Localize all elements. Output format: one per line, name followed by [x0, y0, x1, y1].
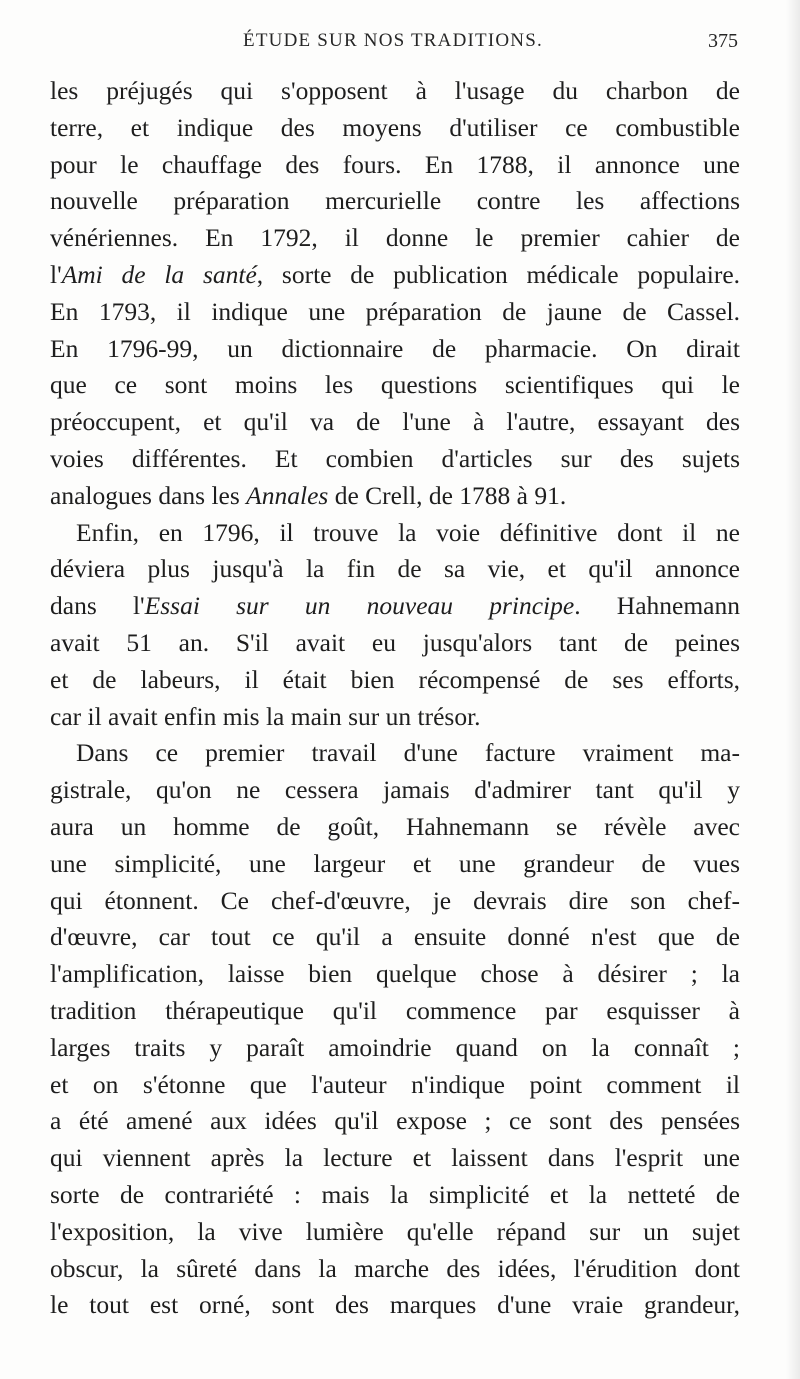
text-segment: de Crell, de 1788 à 91. [328, 480, 567, 510]
page-number: 375 [708, 30, 738, 52]
text-segment: . Hahnemann [574, 591, 740, 621]
text-line: terre, et indique des moyens d'utiliser ce combustible [50, 112, 740, 142]
text-line: les préjugés qui s'opposent à l'usage du charbon de [50, 76, 740, 105]
text-line: sorte de contrariété : mais la simplicité et la netteté de [50, 1179, 740, 1209]
italic-title: Annales [246, 480, 329, 510]
text-line: préoccupent, et qu'il va de l'une à l'autre, essayant des [50, 407, 740, 437]
text-line: En 1793, il indique une préparation de jaune de Cassel. [50, 296, 740, 326]
text-segment: , sorte de publication médicale populaire. [256, 259, 741, 289]
italic-title: Ami de la santé [61, 259, 257, 289]
text-line: vénériennes. En 1792, il donne le premier cahier de [50, 223, 740, 253]
text-line: l'amplification, laisse bien quelque chose à désirer ; la [50, 959, 740, 989]
text-segment: analogues dans les [50, 480, 247, 510]
text-line: a été amené aux idées qu'il expose ; ce sont des pensées [50, 1106, 740, 1136]
text-segment: dans l' [50, 591, 145, 621]
text-line [50, 588, 740, 625]
text-line: le tout est orné, sont des marques d'une vraie grandeur, [50, 1290, 740, 1320]
body-text [50, 73, 740, 1324]
text-line: qui étonnent. Ce chef-d'œuvre, je devrais dire son chef- [50, 885, 740, 915]
running-header [48, 30, 738, 56]
text-line: car il avait enfin mis la main sur un trésor. [50, 701, 481, 731]
text-segment: l' [50, 259, 62, 289]
text-line: obscur, la sûreté dans la marche des idées, l'érudition dont [50, 1253, 740, 1283]
text-line: voies différentes. Et combien d'articles sur des sujets [50, 443, 740, 473]
text-line: pour le chauffage des fours. En 1788, il annonce une [50, 149, 740, 179]
text-line: avait 51 an. S'il avait eu jusqu'alors tant de peines [50, 627, 740, 657]
page-edge-shadow [786, 0, 800, 1379]
text-line: Enfin, en 1796, il trouve la voie définitive dont il ne [76, 517, 740, 547]
paragraph [50, 735, 740, 1324]
text-line: et on s'étonne que l'auteur n'indique point comment il [50, 1069, 740, 1099]
paragraph [50, 73, 740, 515]
text-line: l'exposition, la vive lumière qu'elle répand sur un sujet [50, 1216, 740, 1246]
text-line: gistrale, qu'on ne cessera jamais d'admirer tant qu'il y [50, 775, 740, 805]
text-line: Dans ce premier travail d'une facture vraiment ma- [76, 738, 740, 768]
text-line: une simplicité, une largeur et une grandeur de vues [50, 848, 740, 878]
text-line: tradition thérapeutique qu'il commence par esquisser à [50, 995, 740, 1025]
text-line: aura un homme de goût, Hahnemann se révèle avec [50, 811, 740, 841]
text-line: d'œuvre, car tout ce qu'il a ensuite donné n'est que de [50, 922, 740, 952]
text-line: qui viennent après la lecture et laissent dans l'esprit une [50, 1143, 740, 1173]
text-line: déviera plus jusqu'à la fin de sa vie, et qu'il annonce [50, 554, 740, 584]
paragraph [50, 515, 740, 736]
italic-title: Essai sur un nouveau principe [144, 591, 575, 621]
text-line [50, 478, 740, 515]
text-line: que ce sont moins les questions scientifiques qui le [50, 370, 740, 400]
text-line [50, 257, 740, 294]
running-title: ÉTUDE SUR NOS TRADITIONS. [243, 30, 543, 51]
text-line: En 1796-99, un dictionnaire de pharmacie. On dirait [50, 333, 740, 363]
text-line: et de labeurs, il était bien récompensé de ses efforts, [50, 664, 740, 694]
text-line: nouvelle préparation mercurielle contre les affections [50, 186, 740, 216]
text-line: larges traits y paraît amoindrie quand on la connaît ; [50, 1032, 740, 1062]
